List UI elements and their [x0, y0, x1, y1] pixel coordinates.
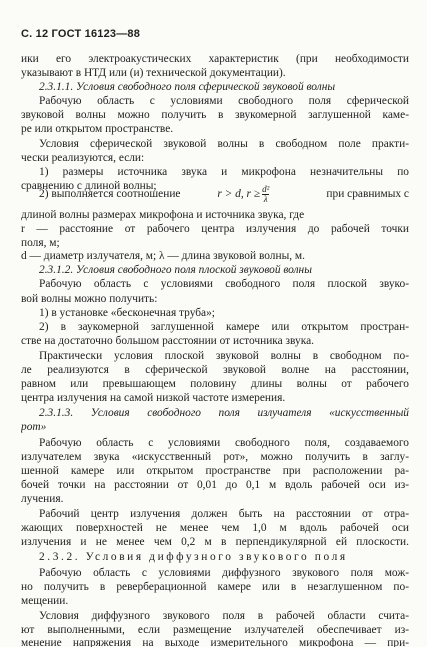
text-line: бочей точки на расстоянии от 0,01 до 0,1 м вдоль рабочей оси из- [21, 479, 409, 491]
text-line: Практически условия плоской звуковой волны в свободном по- [39, 350, 409, 362]
text-line: излучателем звука «искусственный рот», можно получить в заглу- [21, 451, 409, 463]
section-heading: рот» [21, 421, 47, 433]
formula-denominator: λ [263, 193, 268, 204]
text-line: Условия диффузного звукового поля в рабочей области счита- [39, 610, 409, 622]
formula-intro: 2) выполняется соотношение [39, 188, 181, 200]
text-line: длиной волны размерах микрофона и источника звука, где [21, 209, 305, 221]
text-line: ют выполненными, если размещение излучателей обеспечивает из- [21, 624, 409, 636]
formula-line [21, 183, 409, 205]
formula-lhs: r > d, r ≥ [217, 188, 261, 200]
text-line: ле реализуются в сферической звуковой волне на расстоянии, [21, 364, 409, 376]
text-line: но получить в реверберационной камере или в незаглушенном по- [21, 581, 409, 593]
formula [217, 183, 271, 204]
section-heading: 2.3.1.1. Условия свободного поля сферической звуковой волны [39, 81, 336, 93]
text-line: 1) размеры источника звука и микрофона незначительны по [39, 166, 409, 178]
page-header: С. 12 ГОСТ 16123—88 [21, 28, 141, 40]
text-line: менение напряжения на выходе измерительного микрофона — при- [21, 637, 409, 647]
text-line: сравнению с длиной волны; [21, 180, 157, 192]
text-line: 1) в установке «бесконечная труба»; [39, 307, 215, 319]
text-line: Рабочую область с условиями свободного поля плоской звуко- [39, 278, 409, 290]
section-heading: 2.3.2. Условия диффузного звукового поля [39, 551, 348, 563]
text-line: указывают в НТД или (и) технической документации). [21, 67, 286, 79]
text-line: ики его электроакустических характеристик (при необходимости [21, 53, 409, 65]
text-line: лучения. [21, 493, 64, 505]
text-line: ре или открытом пространстве. [21, 123, 174, 135]
text-line: 2) в заукомерной заглушенной камере или открытом простран- [39, 321, 409, 333]
text-line: мещении. [21, 595, 69, 607]
text-line: центра излучения на самой низкой частоте измерения. [21, 392, 286, 404]
section-heading: 2.3.1.3. Условия свободного поля излучателя «искусственный [39, 407, 409, 419]
text-line: чески реализуются, если: [21, 152, 145, 164]
text-line: d — диаметр излучателя, м; λ — длина звуковой волны, м. [21, 250, 305, 262]
text-line: шенной камере или открытом пространстве при расположении ра- [21, 465, 409, 477]
text-line: r — расстояние от рабочего центра излучения до рабочей точки [21, 223, 409, 235]
text-line: Рабочую область с условиями свободного поля сферической [39, 95, 409, 107]
text-line: Рабочий центр излучения должен быть на расстоянии от отра- [39, 508, 409, 520]
formula-fraction [262, 185, 269, 204]
text-line: жающих поверхностей не менее чем 1,0 м вдоль рабочей оси [21, 522, 409, 534]
text-line: Рабочую область с условиями свободного поля, создаваемого [39, 437, 409, 449]
text-line: стве на достаточно большом расстоянии от источника звука. [21, 335, 315, 347]
formula-numerator: d² [262, 183, 270, 194]
text-line: вой волны можно получить: [21, 293, 158, 305]
text-line: Условия сферической звуковой волны в свободном поле практи- [39, 138, 409, 150]
text-line: звуковой волны можно получить в звукомерной заглушенной каме- [21, 109, 409, 121]
text-line: равном или превышающем половину длины волны от рабочего [21, 378, 409, 390]
text-line: поля, м; [21, 237, 60, 249]
section-heading: 2.3.1.2. Условия свободного поля плоской звуковой волны [39, 264, 312, 276]
formula-tail: при сравнимых с [326, 188, 409, 200]
text-line: излучения и не менее чем 0,2 м в перпендикулярной ей плоскости. [21, 536, 409, 548]
text-line: Рабочую область с условиями диффузного звукового поля мож- [39, 567, 409, 579]
